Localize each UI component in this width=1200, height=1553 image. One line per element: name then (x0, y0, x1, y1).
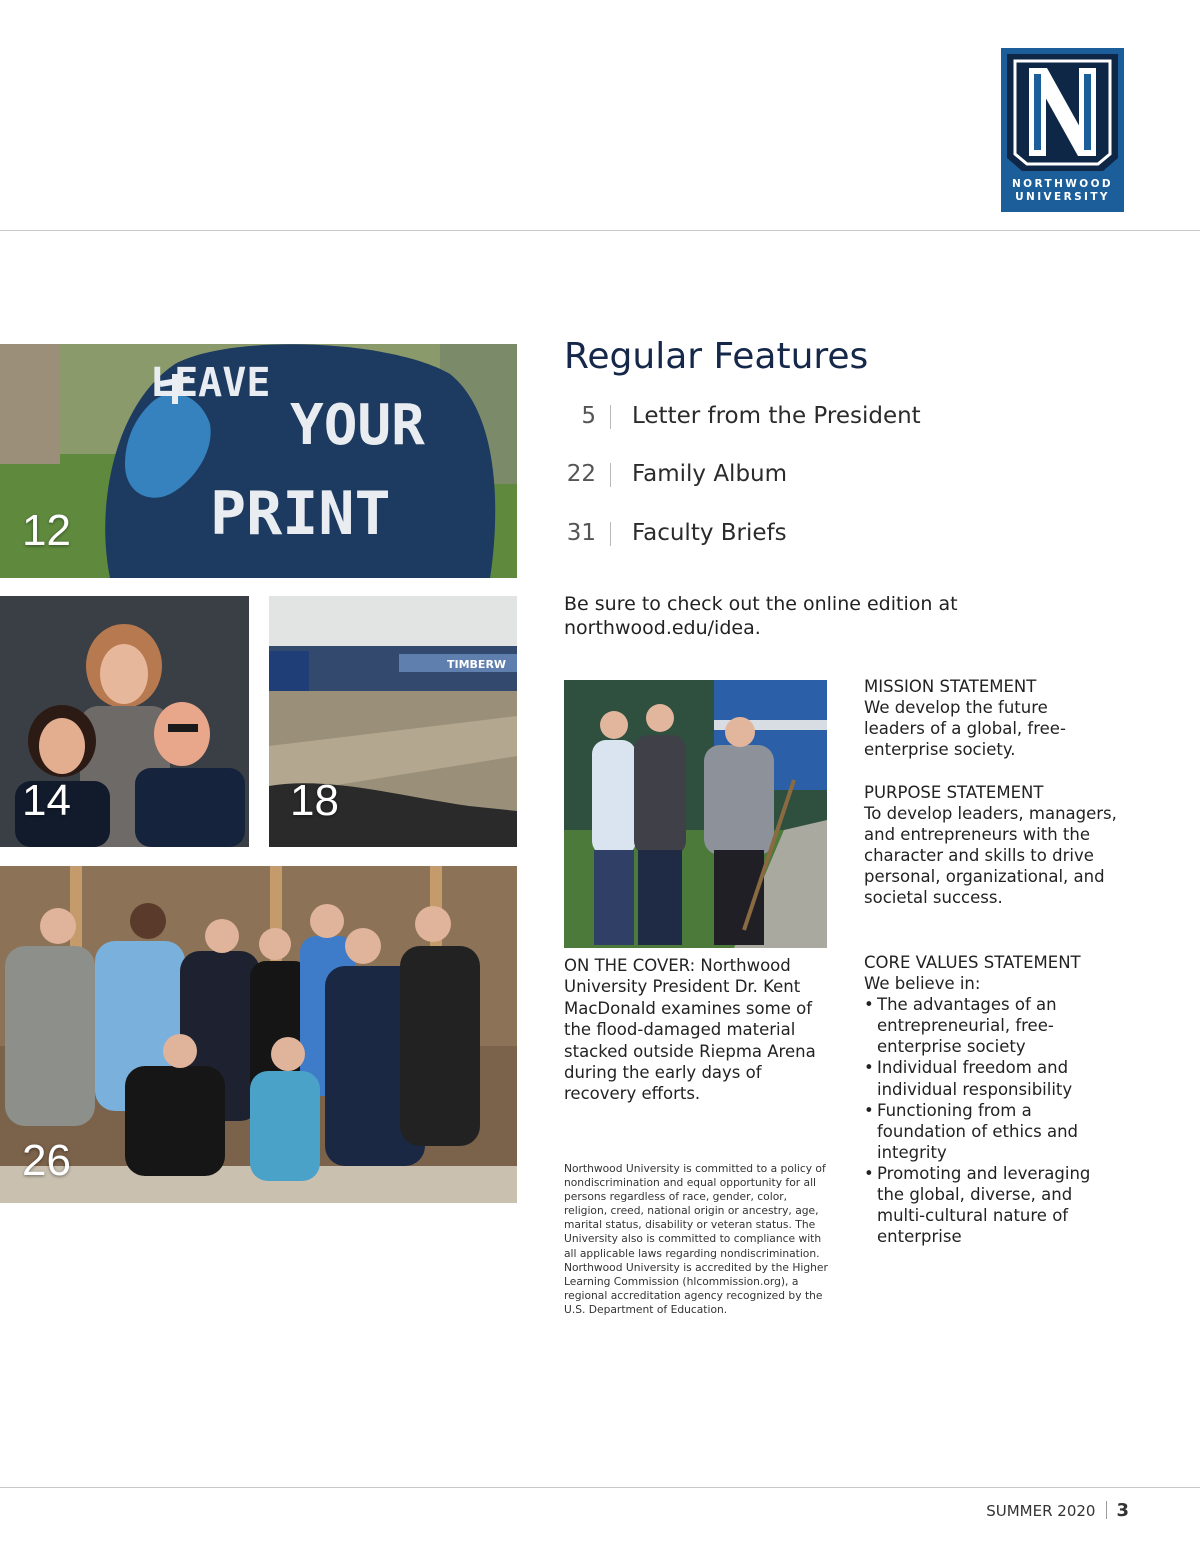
core-value-item: • Functioning from a foundation of ethics and integrity (864, 1100, 1114, 1163)
page-number-14: 14 (22, 776, 71, 825)
feature-label: Letter from the President (632, 403, 921, 429)
core-values-statement (864, 952, 1164, 1247)
feature-photo-volunteer-group (0, 866, 517, 1203)
purpose-statement (864, 782, 1164, 909)
purpose-text: To develop leaders, managers, and entrepreneurs with the character and skills to drive personal, organizational, and societal success. (864, 804, 1117, 908)
northwood-university-logo (1001, 48, 1124, 212)
footer-separator (1106, 1501, 1107, 1519)
core-values-intro: We believe in: (864, 974, 981, 994)
feature-separator (610, 522, 611, 546)
cover-photo (564, 680, 827, 948)
feature-page-number: 31 (566, 520, 596, 546)
nondiscrimination-notice: Northwood University is committed to a policy of nondiscrimination and equal opportunity for all persons regardless of race, gender, color, religion, creed, national origin or ancestry, age, marital status, disability or veteran status. The University also is committed to compliance with all applicable laws regarding nondiscrimination. Northwood University is accredited by the Higher Learning Commission (hlcommission.org), a regional accreditation agency recognized by the U.S. Department of Education. (564, 1162, 828, 1316)
mission-statement (864, 676, 1164, 760)
page-number: 3 (1116, 1500, 1129, 1521)
core-value-item: • The advantages of an entrepreneurial, free-enterprise society (864, 994, 1114, 1057)
page-number-18: 18 (290, 776, 339, 825)
svg-text:LEAVE: LEAVE (150, 360, 271, 406)
n-shield-emblem (1007, 54, 1118, 171)
logo-wordmark-line1: NORTHWOOD (1011, 178, 1114, 190)
core-values-heading: CORE VALUES STATEMENT (864, 953, 1081, 972)
svg-text:TIMBERW: TIMBERW (447, 658, 507, 671)
feature-page-number: 22 (566, 461, 596, 487)
cover-caption: ON THE COVER: Northwood University President Dr. Kent MacDonald examines some of the flood-damaged material stacked outside Riepma Arena during the early days of recovery efforts. (564, 956, 816, 1104)
feature-page-number: 5 (581, 403, 596, 429)
feature-label: Family Album (632, 461, 788, 487)
mission-heading: MISSION STATEMENT (864, 677, 1037, 696)
core-value-item: • Individual freedom and individual responsibility (864, 1057, 1114, 1099)
core-value-item: • Promoting and leveraging the global, diverse, and multi-cultural nature of enterprise (864, 1163, 1114, 1247)
top-divider (0, 230, 1200, 231)
feature-photo-painted-rock (0, 344, 517, 578)
page-number-26: 26 (22, 1136, 71, 1185)
regular-features-title: Regular Features (564, 336, 869, 377)
feature-separator (610, 405, 611, 429)
feature-separator (610, 463, 611, 487)
feature-label: Faculty Briefs (632, 520, 787, 546)
logo-wordmark-line2: UNIVERSITY (1015, 191, 1110, 203)
core-values-list (864, 994, 1114, 1247)
purpose-heading: PURPOSE STATEMENT (864, 783, 1044, 802)
online-edition-note: Be sure to check out the online edition at northwood.edu/idea. (564, 593, 958, 639)
page-number-12: 12 (22, 506, 71, 555)
svg-text:YOUR: YOUR (290, 393, 425, 458)
issue-label: SUMMER 2020 (986, 1502, 1096, 1520)
page-footer (986, 1500, 1129, 1521)
mission-text: We develop the future leaders of a global, free-enterprise society. (864, 698, 1066, 760)
svg-text:PRINT: PRINT (210, 479, 391, 549)
bottom-divider (0, 1487, 1200, 1488)
